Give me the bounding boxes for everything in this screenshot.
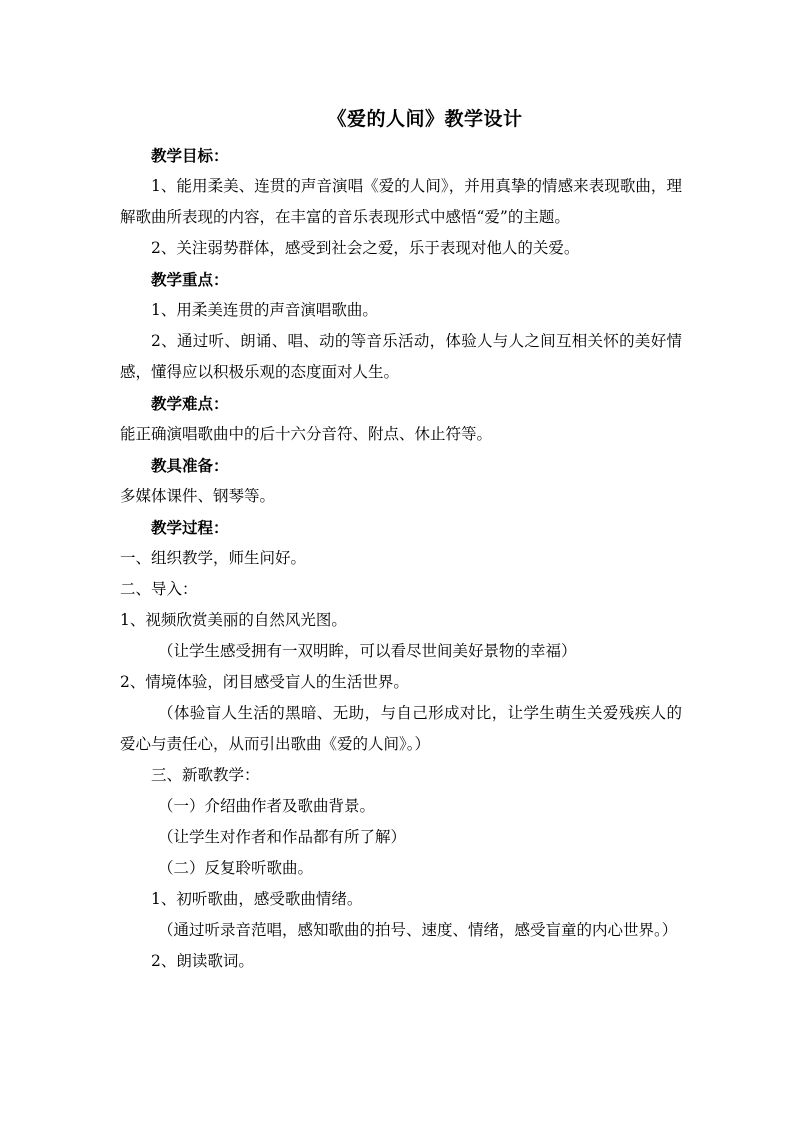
- process-step-3-b: （二）反复聆听歌曲。: [158, 859, 314, 877]
- process-step-2-1-note: （让学生感受拥有一双明眸，可以看尽世间美好景物的幸福）: [158, 642, 577, 660]
- document-title: 《爱的人间》教学设计: [327, 108, 523, 130]
- tools-1: 多媒体课件、钢琴等。: [120, 487, 276, 505]
- goal-1: 1、能用柔美、连贯的声音演唱《爱的人间》，并用真挚的情感来表现歌曲，理解歌曲所表现的内容，在丰富的音乐表现形式中感悟“爱”的主题。: [120, 177, 682, 226]
- key-point-2: 2、通过听、朗诵、唱、动的等音乐活动，体验人与人之间互相关怀的美好情感，懂得应以积极乐观的态度面对人生。: [120, 332, 682, 381]
- goal-2: 2、关注弱势群体，感受到社会之爱，乐于表现对他人的关爱。: [151, 239, 580, 257]
- goals-heading: 教学目标：: [151, 146, 229, 165]
- document-body: [120, 140, 682, 977]
- difficulty-1: 能正确演唱歌曲中的后十六分音符、附点、休止符等。: [120, 425, 493, 443]
- process-step-2: 二、导入：: [120, 580, 198, 598]
- process-step-3-b-1: 1、初听歌曲，感受歌曲情绪。: [151, 890, 363, 908]
- tools-heading: 教具准备：: [151, 456, 229, 475]
- process-step-3-a: （一）介绍曲作者及歌曲背景。: [158, 797, 376, 815]
- process-step-2-1: 1、视频欣赏美丽的自然风光图。: [120, 611, 347, 629]
- process-step-3-b-1-note: （通过听录音范唱，感知歌曲的拍号、速度、情绪，感受盲童的内心世界。）: [158, 921, 678, 939]
- process-step-2-2: 2、情境体验，闭目感受盲人的生活世界。: [120, 673, 409, 691]
- key-point-1: 1、用柔美连贯的声音演唱歌曲。: [151, 301, 378, 319]
- process-step-3-b-2: 2、朗读歌词。: [151, 952, 254, 970]
- process-step-1: 一、组织教学，师生问好。: [120, 549, 307, 567]
- key-points-heading: 教学重点：: [151, 270, 229, 289]
- difficulty-heading: 教学难点：: [151, 394, 229, 413]
- process-step-3: 三、新歌教学：: [151, 766, 260, 784]
- process-step-2-2-note: （体验盲人生活的黑暗、无助，与自己形成对比，让学生萌生关爱残疾人的爱心与责任心，从而引出歌曲《爱的人间》。）: [120, 704, 682, 753]
- process-step-3-a-note: （让学生对作者和作品都有所了解）: [158, 828, 407, 846]
- process-heading: 教学过程：: [151, 518, 229, 537]
